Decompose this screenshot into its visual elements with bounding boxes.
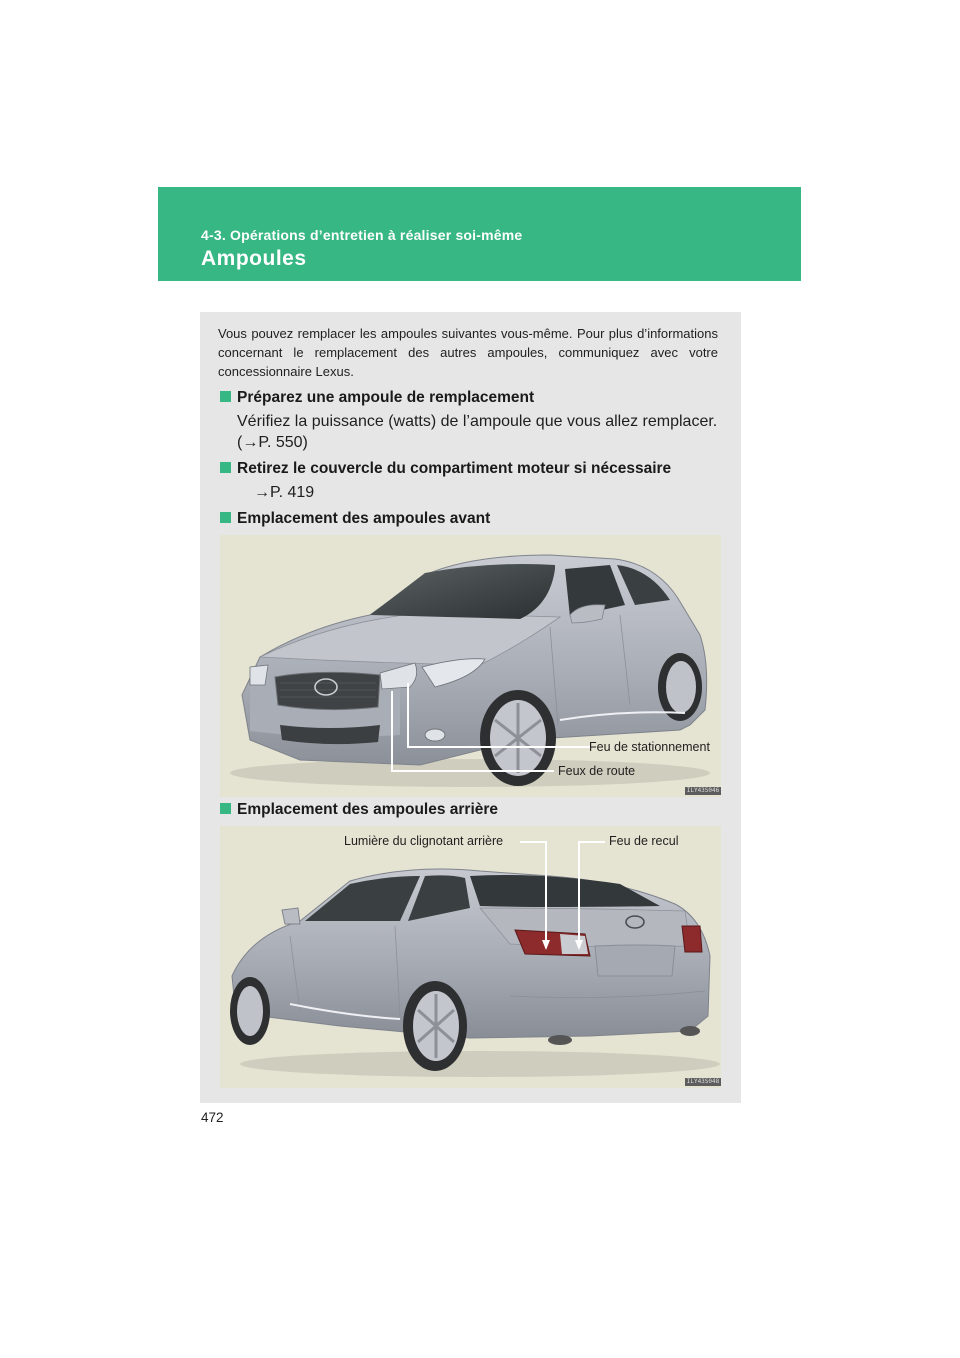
check-wattage-text: Vérifiez la puissance (watts) de l’ampoule que vous allez remplacer.: [237, 413, 718, 430]
label-high-beam: Feux de route: [558, 764, 636, 778]
label-parking-light: Feu de stationnement: [589, 740, 710, 754]
square-bullet-icon: [220, 391, 231, 402]
page-reference-link[interactable]: (→P. 550): [237, 434, 308, 451]
figure-code: ILY43S048: [686, 1078, 720, 1085]
heading-rear-bulbs: [220, 801, 498, 819]
heading-prepare-bulb: [220, 389, 534, 407]
content-panel: [200, 312, 741, 1103]
page-reference-link[interactable]: →P. 419: [254, 484, 315, 501]
figure-code: ILY43S046: [686, 787, 720, 794]
square-bullet-icon: [220, 803, 231, 814]
square-bullet-icon: [220, 512, 231, 523]
intro-paragraph: Vous pouvez remplacer les ampoules suivantes vous-même. Pour plus d’informations concernant le remplacement des autres ampoules, communiquez avec votre concessionnaire Lexus.: [218, 326, 718, 379]
heading-front-bulbs: [220, 510, 490, 528]
label-backup-light: Feu de recul: [609, 834, 679, 848]
heading-text: Emplacement des ampoules avant: [237, 510, 491, 527]
front-car-figure: [220, 535, 721, 797]
label-rear-turn-signal: Lumière du clignotant arrière: [344, 834, 504, 848]
heading-text: Préparez une ampoule de remplacement: [237, 389, 535, 406]
rear-car-illustration: [220, 826, 721, 1088]
square-bullet-icon: [220, 462, 231, 473]
header-band: [158, 187, 801, 281]
heading-remove-cover: [220, 460, 671, 478]
heading-text: Emplacement des ampoules arrière: [237, 801, 499, 818]
section-label: 4-3. Opérations d’entretien à réaliser soi-même: [201, 227, 523, 243]
rear-car-figure: [220, 826, 721, 1088]
heading-text: Retirez le couvercle du compartiment moteur si nécessaire: [237, 460, 672, 477]
page-title: Ampoules: [201, 247, 307, 270]
front-car-illustration: [220, 535, 721, 797]
page-number: 472: [201, 1110, 224, 1125]
